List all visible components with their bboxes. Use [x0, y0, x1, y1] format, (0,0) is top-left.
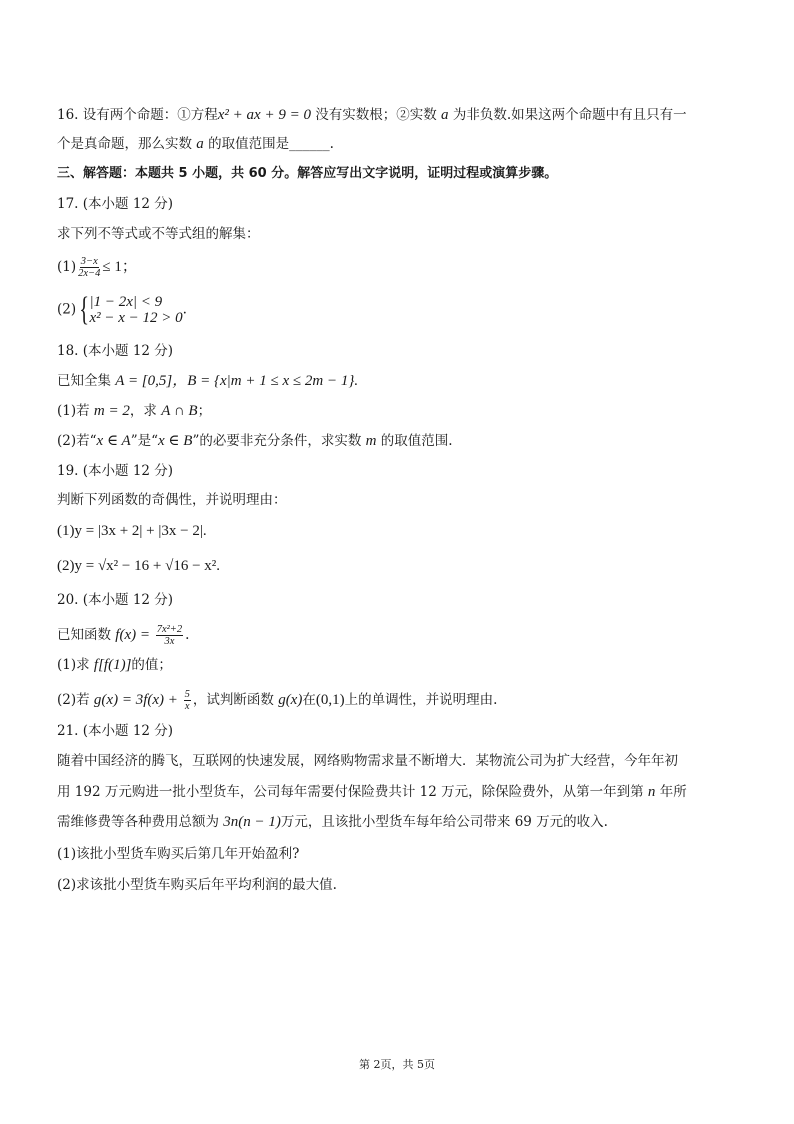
- equation: g(x): [278, 692, 303, 708]
- text: 已知函数: [57, 627, 116, 643]
- q21-part2: (2)求该批小型货车购买后年平均利润的最大值.: [57, 877, 337, 893]
- text: ，试判断函数: [192, 692, 279, 708]
- q19-part2: (2)y = √x² − 16 + √16 − x².: [57, 558, 221, 574]
- q21-line2: [57, 783, 687, 801]
- q16-line1: [57, 106, 687, 124]
- page-footer: 第 2页，共 5页: [359, 1058, 435, 1071]
- q18-line3: [57, 432, 453, 450]
- equation: g(x) = 3f(x) +: [93, 692, 182, 708]
- q19-heading: 19. (本小题 12 分): [57, 463, 174, 479]
- variable: n: [647, 784, 656, 800]
- q17-part2: [57, 292, 187, 327]
- text: 的取值范围.: [376, 433, 453, 449]
- equation: x ∈ A: [96, 433, 131, 449]
- text: .: [185, 627, 190, 643]
- text: 个是真命题，那么实数: [57, 136, 197, 152]
- q21-line1: 随着中国经济的腾飞，互联网的快速发展，网络购物需求量不断增大．某物流公司为扩大经营，今年年初: [57, 753, 678, 769]
- text: (2)若“: [57, 433, 97, 449]
- text: (1)求: [57, 657, 94, 673]
- q20-heading: 20. (本小题 12 分): [57, 592, 174, 608]
- text: ≤ 1；: [102, 259, 137, 275]
- equation: f(x) =: [115, 627, 154, 643]
- fraction: [78, 256, 100, 279]
- fraction: [156, 624, 183, 647]
- row: |1 − 2x| < 9: [89, 293, 163, 310]
- q19-part1: (1)y = |3x + 2| + |3x − 2|.: [57, 523, 207, 539]
- text: ”的必要非充分条件，求实数: [192, 433, 366, 449]
- q20-line2: [57, 656, 172, 674]
- label: (1): [57, 259, 77, 275]
- numerator: 3−x: [80, 256, 98, 267]
- equation: 3n(n − 1): [223, 814, 281, 830]
- text: 需维修费等各种费用总额为: [57, 814, 224, 830]
- denominator: 2x−4: [78, 268, 101, 279]
- text: ，求: [129, 403, 162, 419]
- denominator: 3x: [164, 636, 175, 647]
- q21-heading: 21. (本小题 12 分): [57, 723, 174, 739]
- variable: a: [196, 136, 204, 152]
- q18-line2: [57, 402, 211, 420]
- q20-line1: [57, 624, 189, 647]
- text: 的取值范围是______.: [203, 136, 334, 152]
- row: x² − x − 12 > 0: [89, 309, 183, 326]
- numerator: 5: [184, 689, 190, 700]
- q21-line3: [57, 813, 608, 831]
- text: (1)若: [57, 403, 94, 419]
- variable: a: [441, 107, 449, 123]
- text: 上的单调性，并说明理由.: [344, 692, 498, 708]
- label: (2): [57, 301, 77, 318]
- q18-line1: [57, 372, 358, 390]
- q17-intro: 求下列不等式或不等式组的解集：: [57, 226, 260, 242]
- q17-heading: 17. (本小题 12 分): [57, 196, 174, 212]
- text: ”是“: [130, 433, 158, 449]
- text: .: [182, 301, 187, 318]
- q18-heading: 18. (本小题 12 分): [57, 343, 174, 359]
- q19-intro: 判断下列函数的奇偶性，并说明理由：: [57, 492, 287, 508]
- variable: m: [365, 433, 377, 449]
- q16-line2: [57, 135, 334, 153]
- equation: x² + ax + 9 = 0: [217, 107, 311, 123]
- denominator: x: [184, 701, 190, 712]
- text: 年所: [655, 784, 687, 800]
- q20-line3: [57, 689, 497, 712]
- text: 用 192 万元购进一批小型货车，公司每年需要付保险费共计 12 万元，除保险费外，从第一年到第: [57, 784, 648, 800]
- equation: f[f(1)]: [93, 657, 132, 673]
- section-heading: 三、解答题：本题共 5 小题，共 60 分。解答应写出文字说明，证明过程或演算步骤。: [57, 166, 558, 181]
- text: ；: [197, 403, 212, 419]
- q21-part1: (1)该批小型货车购买后第几年开始盈利?: [57, 846, 300, 862]
- text: 没有实数根；②实数: [310, 107, 442, 123]
- equation: A = [0,5]，B = {x|m + 1 ≤ x ≤ 2m − 1}.: [115, 373, 359, 389]
- numerator: 7x²+2: [156, 624, 183, 635]
- equation: x ∈ B: [158, 433, 193, 449]
- text: 万元，且该批小型货车每年给公司带来 69 万元的收入.: [280, 814, 608, 830]
- text: 16. 设有两个命题：①方程: [57, 107, 218, 123]
- text: 的值；: [131, 657, 172, 673]
- text: 为非负数.如果这两个命题中有且只有一: [448, 107, 687, 123]
- q17-part1: [57, 256, 137, 279]
- equation: m = 2: [93, 403, 130, 419]
- inequality-system: [76, 290, 183, 328]
- brace: {: [79, 290, 90, 328]
- text: 已知全集: [57, 373, 116, 389]
- fraction: [184, 689, 191, 712]
- interval: (0,1): [315, 692, 345, 708]
- equation: A ∩ B: [161, 403, 198, 419]
- text: 在: [302, 692, 316, 708]
- text: (2)若: [57, 692, 94, 708]
